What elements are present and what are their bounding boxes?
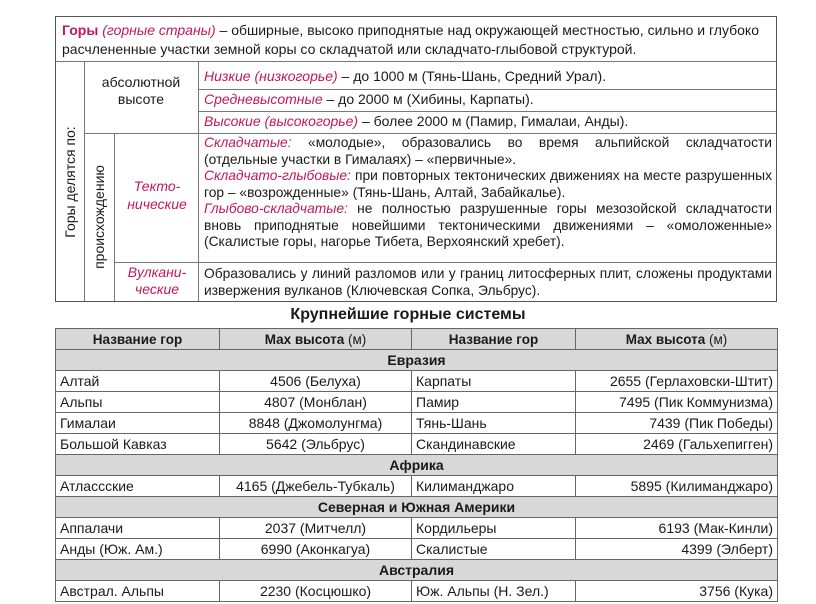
col-header-height: Мах высота (м): [576, 329, 778, 350]
definition-term: Горы: [62, 22, 99, 38]
max-height: 5642 (Эльбрус): [220, 434, 412, 455]
mountain-name: Атласcские: [56, 476, 220, 497]
col-header-name: Название гор: [412, 329, 576, 350]
region-name: Евразия: [56, 350, 778, 371]
region-name: Австралия: [56, 560, 778, 581]
max-height: 2230 (Косцюшко): [220, 581, 412, 602]
max-height: 6990 (Аконкагуа): [220, 539, 412, 560]
max-height: 7439 (Пик Победы): [576, 413, 778, 434]
mountain-name: Австрал. Альпы: [56, 581, 220, 602]
definition-term-alt: (горные страны): [102, 22, 216, 38]
max-height: 4165 (Джебель-Тубкаль): [220, 476, 412, 497]
table-row: [56, 371, 778, 392]
tectonic-item-folded: Складчатые: «молодые», образовались во время альпийской складчатости (отдельные участки в Гималаях) – «первичные».: [204, 135, 772, 167]
tectonic-label: Текто-нические: [127, 178, 187, 212]
mountain-name: Скалистые: [412, 539, 576, 560]
definition-text: [62, 21, 770, 59]
table-row: [56, 434, 778, 455]
by-height-label: абсолютной высоте: [101, 74, 181, 107]
mountain-name: Алтай: [56, 371, 220, 392]
mountain-systems-table: [55, 328, 778, 602]
mountain-name: Тянь-Шань: [412, 413, 576, 434]
max-height: 7495 (Пик Коммунизма): [576, 392, 778, 413]
region-row: [56, 455, 778, 476]
side-label: Горы делятся по:: [62, 126, 78, 238]
max-height: 5895 (Килиманджаро): [576, 476, 778, 497]
volcanic-label: Вулкани-ческие: [127, 264, 187, 297]
region-row: [56, 497, 778, 518]
height-row-term: Высокие (высокогорье): [204, 113, 359, 129]
mountain-name: Большой Кавказ: [56, 434, 220, 455]
mountain-name: Юж. Альпы (Н. Зел.): [412, 581, 576, 602]
col-header-name: Название гор: [56, 329, 220, 350]
table-row: [56, 539, 778, 560]
region-row: [56, 350, 778, 371]
table-row: [56, 413, 778, 434]
region-name: Северная и Южная Америки: [56, 497, 778, 518]
height-row-term: Низкие (низкогорье): [204, 68, 338, 84]
mountain-name: Альпы: [56, 392, 220, 413]
mountain-name: Аппалачи: [56, 518, 220, 539]
tectonic-item-fold-block: Складчато-глыбовые: при повторных тектонических движениях на месте разрушенных гор – «возрожденные» (Тянь-Шань, Алтай, Забайкалье).: [204, 168, 772, 200]
height-row-high: Высокие (высокогорье) – более 2000 м (Памир, Гималаи, Анды).: [204, 113, 629, 129]
tectonic-items: [204, 135, 772, 251]
volcanic-text: Образовались у линий разломов или у границ литосферных плит, сложены продуктами извержения вулканов (Ключевская Сопка, Эльбрус).: [204, 266, 772, 298]
table-row: [56, 581, 778, 602]
mountain-name: Скандинавские: [412, 434, 576, 455]
mountain-classification-table: [55, 16, 777, 302]
max-height: 2655 (Герлаховски-Штит): [576, 371, 778, 392]
mountain-name: Гималаи: [56, 413, 220, 434]
by-origin-label: происхождению: [91, 165, 107, 269]
region-row: [56, 560, 778, 581]
max-height: 4506 (Белуха): [220, 371, 412, 392]
max-height: 4399 (Элберт): [576, 539, 778, 560]
mountain-name: Анды (Юж. Ам.): [56, 539, 220, 560]
tectonic-item-block-fold: Глыбово-складчатые: не полностью разрушенные горы мезозойской складчатости вновь приподнятые новейшими тектоническими движениями – «омоложенные» (Скалистые горы, нагорье Тибета, Верхоянский хребет).: [204, 201, 772, 249]
table-row: [56, 518, 778, 539]
max-height: 4807 (Монблан): [220, 392, 412, 413]
mountain-name: Кордильеры: [412, 518, 576, 539]
definition-body: – обширные, высоко приподнятые над окружающей местностью, сильно и глубоко расчлененные участки земной коры со складчатой или складчато-глыбовой структурой.: [62, 22, 759, 57]
mountain-name: Карпаты: [412, 371, 576, 392]
col-header-height: Мах высота (м): [220, 329, 412, 350]
height-row-term: Средневысотные: [204, 91, 323, 107]
systems-title: Крупнейшие горные системы: [290, 306, 526, 323]
max-height: 3756 (Кука): [576, 581, 778, 602]
height-row-mid: Средневысотные – до 2000 м (Хибины, Карпаты).: [204, 91, 534, 107]
max-height: 8848 (Джомолунгма): [220, 413, 412, 434]
height-row-low: Низкие (низкогорье) – до 1000 м (Тянь-Шань, Средний Урал).: [204, 68, 607, 84]
max-height: 6193 (Мак-Кинли): [576, 518, 778, 539]
max-height: 2469 (Гальхепигген): [576, 434, 778, 455]
table-row: [56, 392, 778, 413]
max-height: 2037 (Митчелл): [220, 518, 412, 539]
mountain-name: Килиманджаро: [412, 476, 576, 497]
mountain-name: Памир: [412, 392, 576, 413]
header-row: [56, 329, 778, 350]
region-name: Африка: [56, 455, 778, 476]
table-row: [56, 476, 778, 497]
